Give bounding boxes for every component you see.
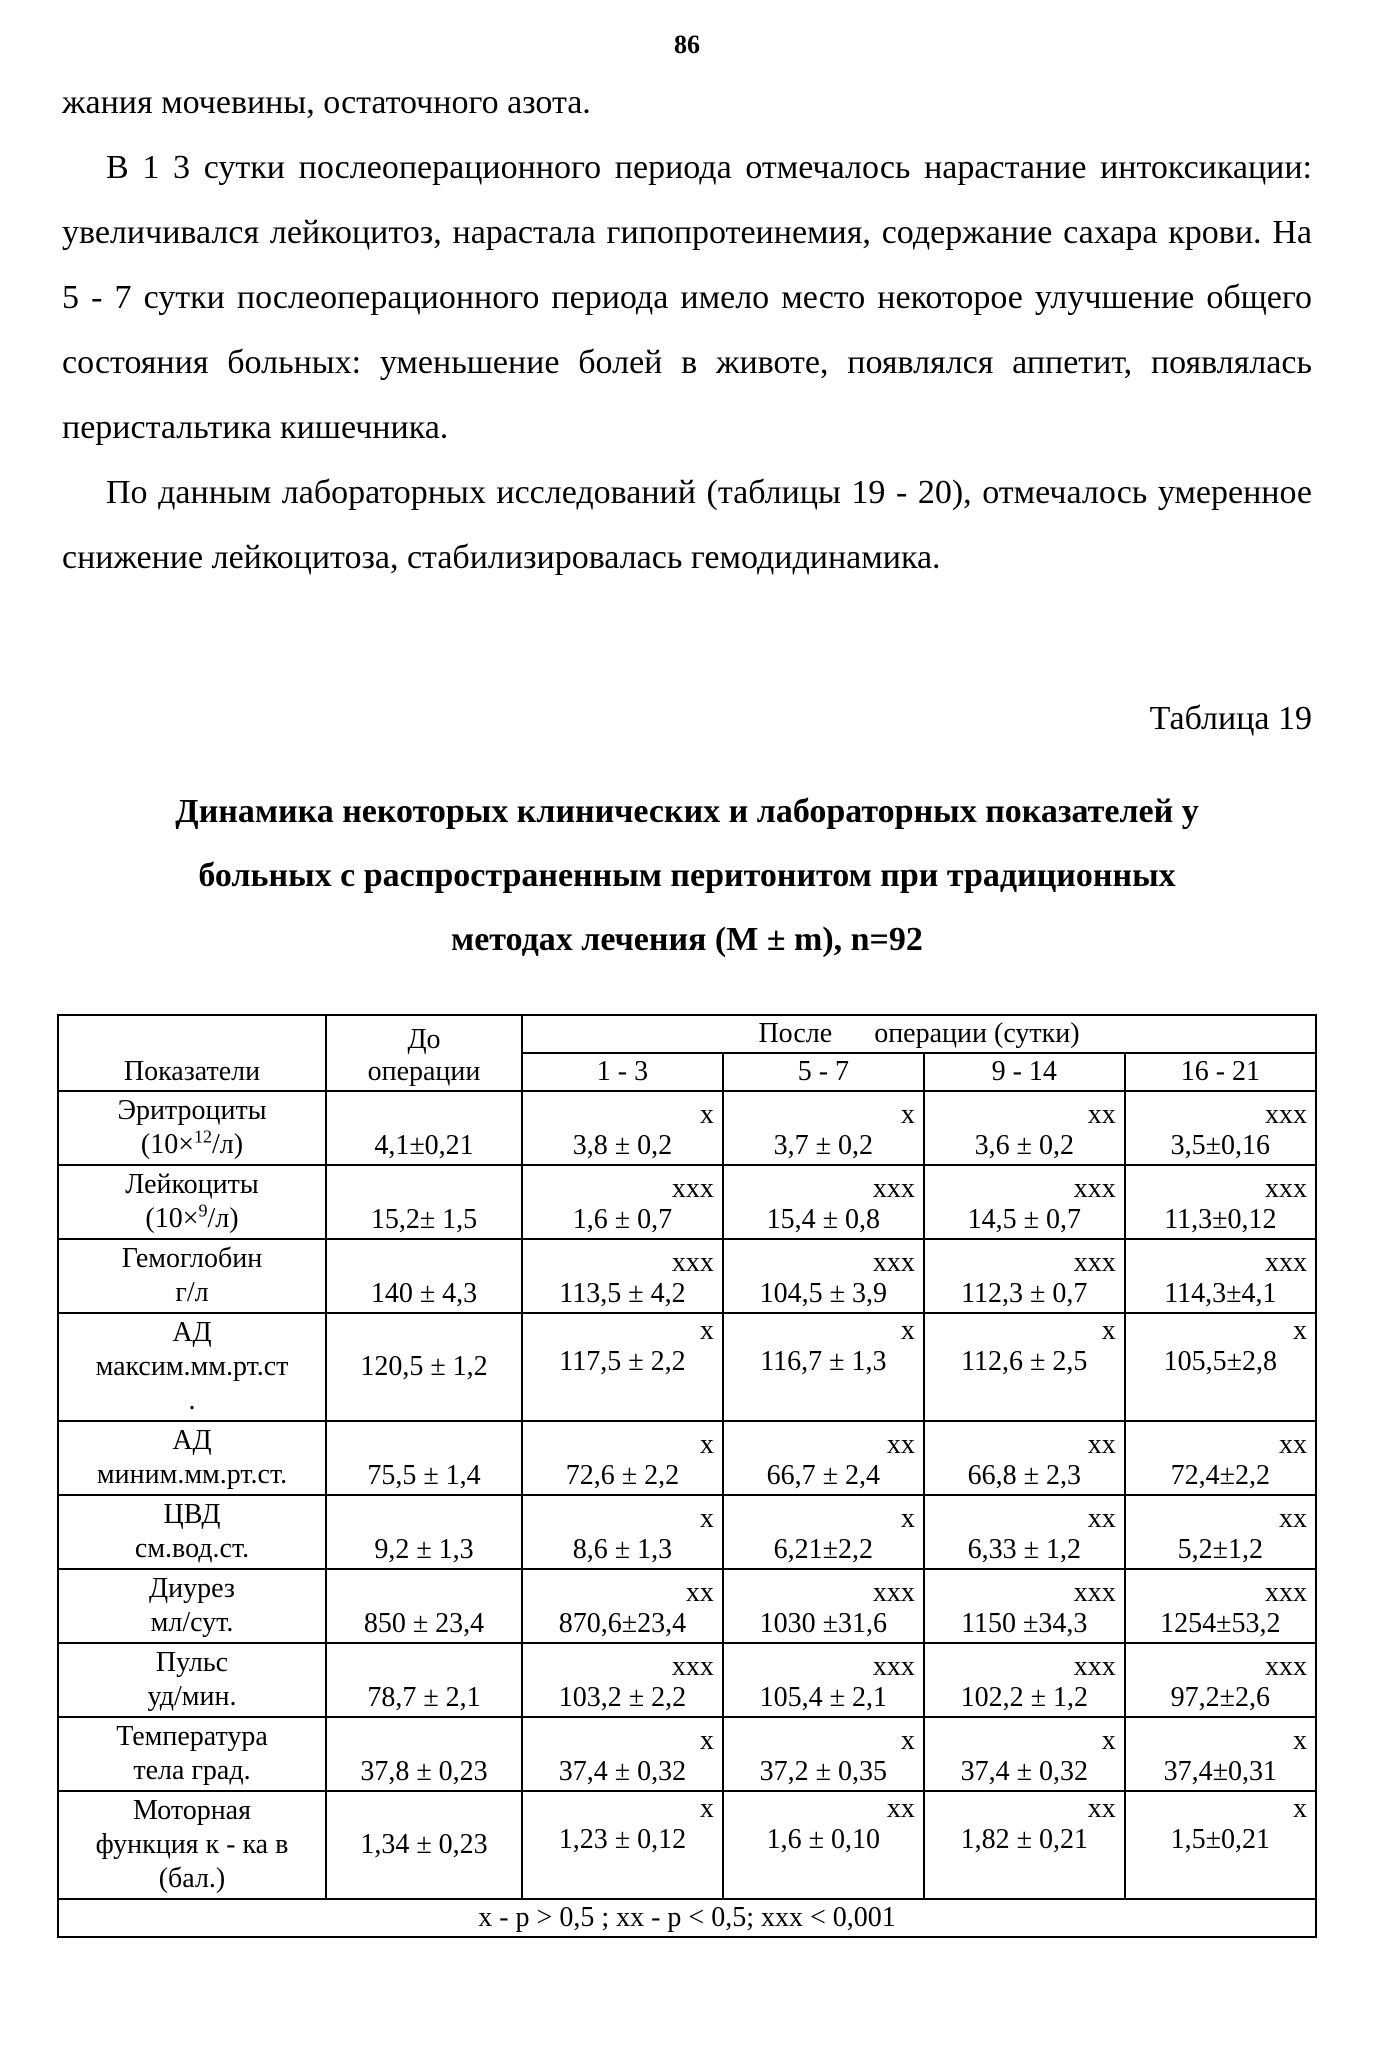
indicator-unit-line [67,1276,317,1310]
significance-mark: x [1293,1793,1307,1824]
table-row [58,1421,1316,1495]
indicator-name-line: Моторная [133,1795,251,1826]
table-row [58,1091,1316,1165]
significance-mark: xx [1087,1793,1116,1824]
indicator-unit-line [67,1350,317,1384]
indicator-name [58,1495,326,1569]
value-after-operation [522,1421,723,1495]
indicator-unit: г/л [175,1277,209,1308]
value-after-operation [723,1791,924,1899]
cell-value: 113,5 ± 4,2 [559,1278,686,1309]
cell-value: 102,2 ± 1,2 [960,1682,1088,1713]
value-after-operation [723,1239,924,1313]
value-after-operation [924,1791,1125,1899]
significance-mark: xx [1087,1503,1116,1534]
significance-mark: xx [1279,1503,1307,1534]
cell-value: 37,4±0,31 [1163,1756,1278,1787]
cell-value: 11,3±0,12 [1164,1204,1277,1235]
table-row [58,1643,1316,1717]
header-day: 16 - 21 [1125,1053,1316,1091]
header-day: 9 - 14 [924,1053,1125,1091]
value-after-operation [522,1643,723,1717]
significance-mark: x [699,1503,714,1534]
value-after-operation [522,1091,723,1165]
significance-mark: xx [1279,1429,1307,1460]
value-after-operation [723,1421,924,1495]
table-row [58,1239,1316,1313]
significance-mark: xx [1087,1429,1116,1460]
cell-value: 112,3 ± 0,7 [961,1278,1088,1309]
cell-value: 5,2±1,2 [1177,1534,1264,1565]
table-row [58,1791,1316,1899]
table-label: Таблица 19 [1149,700,1312,737]
paragraph-lab-results: По данным лабораторных исследований (таблицы 19 - 20), отмечалось умеренное снижение лейкоцитоза, стабилизировалась гемодидинамика. [62,474,1312,576]
significance-legend: х - р > 0,5 ; хх - р < 0,5; ххх < 0,001 [58,1899,1316,1937]
indicator-name-line: Лейкоциты [125,1169,259,1200]
indicator-name [58,1165,326,1239]
value-before-operation: 140 ± 4,3 [326,1239,522,1313]
paragraph-continuation: жания мочевины, остаточного азота. [62,84,591,121]
indicator-name-line: АД [172,1425,212,1456]
cell-value: 97,2±2,6 [1170,1682,1271,1713]
indicator-unit-suffix: /л) [207,1203,239,1234]
value-after-operation [522,1717,723,1791]
value-after-operation [723,1643,924,1717]
value-before-operation: 4,1±0,21 [326,1091,522,1165]
significance-mark: x [900,1315,915,1346]
indicator-unit-line [67,1458,317,1492]
significance-mark: x [1293,1315,1307,1346]
value-after-operation [1125,1643,1316,1717]
cell-value: 72,4±2,2 [1170,1460,1271,1491]
indicator-name [58,1239,326,1313]
significance-mark: xxx [872,1247,915,1278]
cell-value: 37,4 ± 0,32 [960,1756,1088,1787]
cell-value: 37,2 ± 0,35 [759,1756,888,1787]
significance-mark: x [699,1099,714,1130]
cell-value: 117,5 ± 2,2 [559,1346,686,1377]
significance-mark: x [1293,1725,1307,1756]
value-after-operation [924,1091,1125,1165]
value-before-operation: 9,2 ± 1,3 [326,1495,522,1569]
header-indicators: Показатели [58,1015,326,1091]
significance-mark: xxx [671,1173,714,1204]
indicator-unit-line [67,1680,317,1714]
value-after-operation [1125,1717,1316,1791]
cell-value: 3,6 ± 0,2 [974,1130,1074,1161]
cell-value: 1,6 ± 0,10 [766,1824,881,1855]
significance-mark: xxx [1265,1651,1307,1682]
value-before-operation: 78,7 ± 2,1 [326,1643,522,1717]
header-day: 5 - 7 [723,1053,924,1091]
indicator-name [58,1569,326,1643]
indicator-name [58,1421,326,1495]
table-row [58,1569,1316,1643]
value-after-operation [522,1313,723,1421]
value-before-operation: 37,8 ± 0,23 [326,1717,522,1791]
table-header-row [58,1015,1316,1053]
significance-mark: xx [886,1429,915,1460]
value-after-operation [924,1421,1125,1495]
indicator-unit-suffix: /л) [212,1129,244,1160]
cell-value: 1,82 ± 0,21 [960,1824,1088,1855]
significance-mark: xxx [671,1651,714,1682]
cell-value: 3,5±0,16 [1170,1130,1271,1161]
cell-value: 66,8 ± 2,3 [967,1460,1081,1491]
significance-mark: x [1101,1725,1116,1756]
cell-value: 105,4 ± 2,1 [759,1682,888,1713]
table-row [58,1495,1316,1569]
value-after-operation [1125,1239,1316,1313]
caption-line: больных с распространенным перитонитом при традиционных [198,857,1176,894]
indicator-unit: уд/мин. [147,1681,237,1712]
indicator-name-line: Температура [116,1721,268,1752]
header-day: 1 - 3 [522,1053,723,1091]
indicator-unit-exponent: 9 [198,1200,208,1221]
cell-value: 6,21±2,2 [773,1534,874,1565]
significance-mark: x [699,1793,714,1824]
paragraph-postop-course: В 1 3 сутки послеоперационного периода отмечалось нарастание интоксикации: увеличивался лейкоцитоз, нарастала гипопротеинемия, содержание сахара крови. На 5 - 7 сутки послеоперационного периода имело место некоторое улучшение общего состояния больных: уменьшение болей в животе, появлялся аппетит, появлялась перистальтика кишечника. [62,149,1312,446]
value-after-operation [924,1569,1125,1643]
cell-value: 72,6 ± 2,2 [565,1460,680,1491]
significance-mark: xxx [1073,1651,1116,1682]
indicator-unit-line [67,1128,317,1162]
page-number: 86 [674,30,700,59]
legend-row [58,1899,1316,1937]
significance-mark: x [699,1429,714,1460]
cell-value: 1,6 ± 0,7 [572,1204,673,1235]
indicator-name [58,1313,326,1421]
value-before-operation: 15,2± 1,5 [326,1165,522,1239]
indicator-unit: (10× [145,1203,199,1234]
value-after-operation [723,1569,924,1643]
value-after-operation [723,1495,924,1569]
value-after-operation [723,1313,924,1421]
indicator-unit-line [67,1754,317,1788]
indicator-unit-line [67,1532,317,1566]
value-before-operation: 1,34 ± 0,23 [326,1791,522,1899]
value-after-operation [924,1495,1125,1569]
indicator-unit: функция к - ка в [95,1829,289,1860]
significance-mark: x [699,1315,714,1346]
significance-mark: xxx [1265,1577,1307,1608]
indicator-name-line: ЦВД [163,1499,221,1530]
value-before-operation: 120,5 ± 1,2 [326,1313,522,1421]
indicator-unit: см.вод.ст. [134,1533,250,1564]
indicator-name-line: Пульс [155,1647,229,1678]
body-text [62,70,1312,590]
header-before-line: До [407,1024,441,1055]
indicator-unit: миним.мм.рт.ст. [96,1459,288,1490]
significance-mark: x [699,1725,714,1756]
value-after-operation [723,1165,924,1239]
significance-mark: x [900,1503,915,1534]
significance-mark: x [900,1725,915,1756]
significance-mark: xxx [1073,1577,1116,1608]
value-after-operation [924,1239,1125,1313]
significance-mark: xxx [872,1173,915,1204]
header-before-operation [326,1015,522,1091]
header-after-operation: После операции (сутки) [522,1015,1316,1053]
value-after-operation [924,1643,1125,1717]
value-after-operation [924,1313,1125,1421]
indicator-unit-line [67,1828,317,1862]
indicator-unit: мл/сут. [150,1607,234,1638]
table-caption [62,780,1312,972]
cell-value: 37,4 ± 0,32 [558,1756,687,1787]
value-after-operation [924,1717,1125,1791]
value-after-operation [1125,1421,1316,1495]
value-after-operation [522,1165,723,1239]
value-after-operation [1125,1495,1316,1569]
significance-mark: xxx [872,1577,915,1608]
indicator-name [58,1791,326,1899]
value-after-operation [522,1239,723,1313]
significance-mark: xxx [1265,1099,1307,1130]
cell-value: 3,7 ± 0,2 [773,1130,874,1161]
cell-value: 870,6±23,4 [558,1608,687,1639]
cell-value: 1254±53,2 [1160,1608,1281,1639]
cell-value: 112,6 ± 2,5 [961,1346,1088,1377]
value-after-operation [522,1791,723,1899]
value-after-operation [1125,1091,1316,1165]
value-before-operation: 75,5 ± 1,4 [326,1421,522,1495]
significance-mark: xxx [1073,1173,1116,1204]
significance-mark: xx [886,1793,915,1824]
value-after-operation [1125,1791,1316,1899]
cell-value: 14,5 ± 0,7 [967,1204,1081,1235]
table-row [58,1313,1316,1421]
significance-mark: xx [685,1577,714,1608]
significance-mark: x [900,1099,915,1130]
data-table [57,1014,1317,1938]
indicator-unit-line [67,1606,317,1640]
cell-value: 104,5 ± 3,9 [759,1278,888,1309]
cell-value: 116,7 ± 1,3 [760,1346,887,1377]
value-after-operation [723,1091,924,1165]
indicator-name-extra: . [188,1385,196,1416]
value-after-operation [522,1495,723,1569]
value-after-operation [522,1569,723,1643]
value-after-operation [1125,1313,1316,1421]
indicator-unit-exponent: 12 [194,1126,213,1147]
indicator-name-line: Гемоглобин [121,1243,263,1274]
cell-value: 103,2 ± 2,2 [558,1682,687,1713]
table-row [58,1165,1316,1239]
caption-line: методах лечения (М ± m), n=92 [451,921,923,958]
table-body [58,1091,1316,1899]
significance-mark: xxx [1265,1247,1307,1278]
cell-value: 1030 ±31,6 [759,1608,888,1639]
significance-mark: xxx [872,1651,915,1682]
value-after-operation [1125,1569,1316,1643]
indicator-name-line: АД [172,1317,212,1348]
cell-value: 1,23 ± 0,12 [558,1824,687,1855]
value-after-operation [1125,1165,1316,1239]
indicator-name [58,1091,326,1165]
value-after-operation [924,1165,1125,1239]
significance-mark: xxx [671,1247,714,1278]
value-after-operation [723,1717,924,1791]
table-row [58,1717,1316,1791]
cell-value: 8,6 ± 1,3 [572,1534,673,1565]
significance-mark: x [1101,1315,1116,1346]
indicator-unit: тела град. [133,1755,251,1786]
indicator-unit: максим.мм.рт.ст [95,1351,289,1382]
cell-value: 66,7 ± 2,4 [766,1460,881,1491]
significance-mark: xxx [1073,1247,1116,1278]
caption-line: Динамика некоторых клинических и лабораторных показателей у [175,793,1199,830]
cell-value: 6,33 ± 1,2 [967,1534,1081,1565]
indicator-name-extra: (бал.) [158,1863,226,1894]
significance-mark: xx [1087,1099,1116,1130]
cell-value: 114,3±4,1 [1164,1278,1277,1309]
value-before-operation: 850 ± 23,4 [326,1569,522,1643]
indicator-name-line: Эритроциты [117,1095,267,1126]
indicator-unit: (10× [140,1129,195,1160]
cell-value: 1,5±0,21 [1170,1824,1271,1855]
cell-value: 15,4 ± 0,8 [766,1204,881,1235]
cell-value: 105,5±2,8 [1163,1346,1278,1377]
indicator-name-line: Диурез [149,1573,235,1604]
cell-value: 3,8 ± 0,2 [572,1130,673,1161]
significance-mark: xxx [1265,1173,1307,1204]
indicator-unit-line [67,1202,317,1236]
indicator-name [58,1643,326,1717]
header-before-line: операции [367,1056,481,1087]
indicator-name [58,1717,326,1791]
cell-value: 1150 ±34,3 [961,1608,1088,1639]
